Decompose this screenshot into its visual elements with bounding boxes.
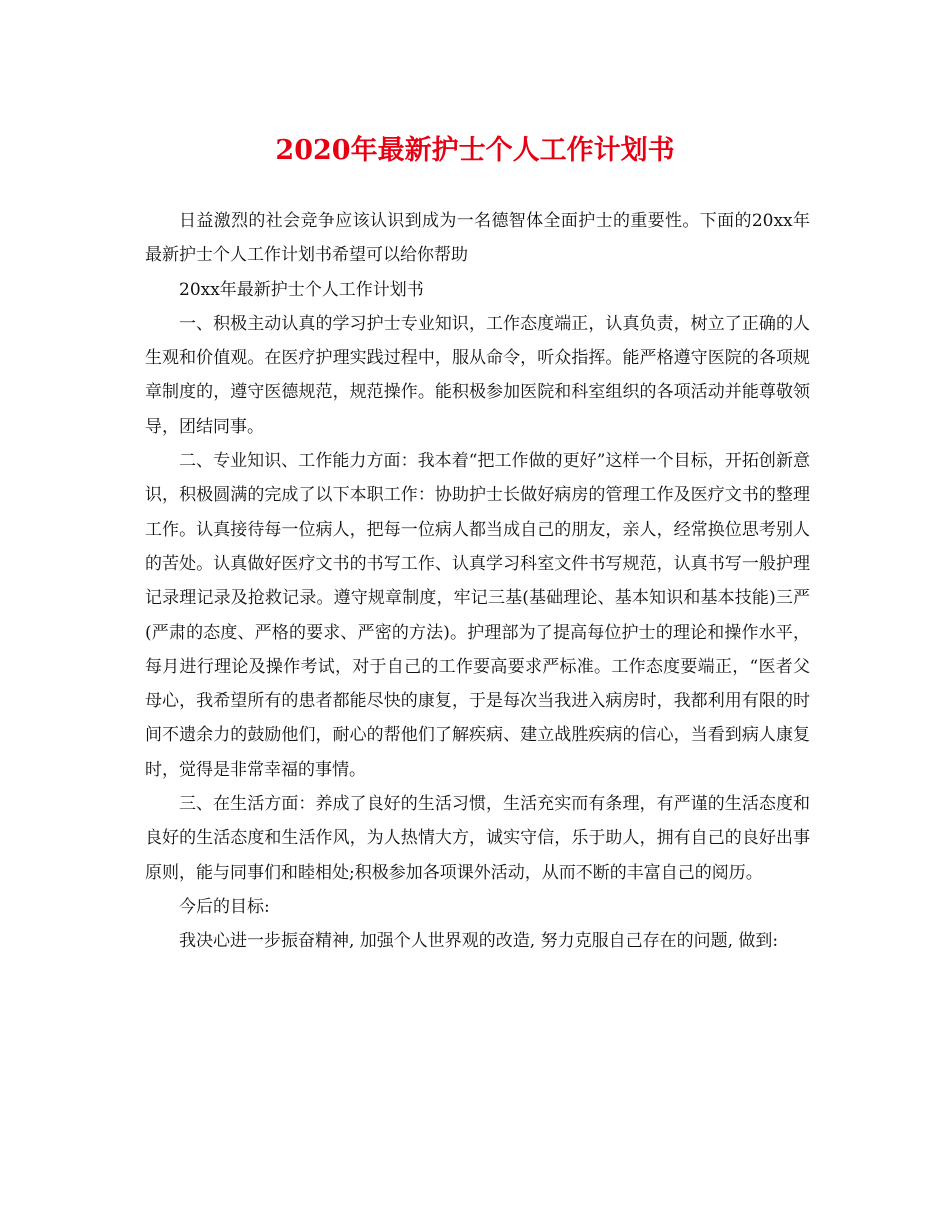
paragraph-section-1: 一、积极主动认真的学习护士专业知识，工作态度端正，认真负责，树立了正确的人生观和价值观。在医疗护理实践过程中，服从命令，听众指挥。能严格遵守医院的各项规章制度的，遵守医德规范，规范操作。能积极参加医院和科室组织的各项活动并能尊敬领导，团结同事。 (145, 313, 810, 437)
paragraph-section-2: 二、专业知识、工作能力方面：我本着“把工作做的更好”这样一个目标，开拓创新意识，积极圆满的完成了以下本职工作：协助护士长做好病房的管理工作及医疗文书的整理工作。认真接待每一位病人，把每一位病人都当成自己的朋友，亲人，经常换位思考别人的苦处。认真做好医疗文书的书写工作、认真学习科室文件书写规范，认真书写一般护理记录理记录及抢救记录。遵守规章制度，牢记三基(基础理论、基本知识和基本技能)三严(严肃的态度、严格的要求、严密的方法)。护理部为了提高每位护士的理论和操作水平，每月进行理论及操作考试，对于自己的工作要高要求严标准。工作态度要端正，“医者父母心，我希望所有的患者都能尽快的康复，于是每次当我进入病房时，我都利用有限的时间不遗余力的鼓励他们，耐心的帮他们了解疾病、建立战胜疾病的信心，当看到病人康复时，觉得是非常幸福的事情。 (145, 451, 810, 780)
paragraph-subtitle: 20xx年最新护士个人工作计划书 (179, 279, 424, 300)
paragraph-goals: 我决心进一步振奋精神, 加强个人世界观的改造, 努力克服自己存在的问题, 做到: (179, 931, 779, 952)
paragraph-goals-heading: 今后的目标: (179, 896, 270, 917)
paragraph-intro: 日益激烈的社会竞争应该认识到成为一名德智体全面护士的重要性。下面的20xx年最新护士个人工作计划书希望可以给你帮助 (145, 211, 810, 266)
document-body (145, 204, 810, 959)
document-title: 2020年最新护士个人工作计划书 (275, 135, 675, 166)
paragraph-section-3: 三、在生活方面：养成了良好的生活习惯，生活充实而有条理，有严谨的生活态度和良好的生活态度和生活作风，为人热情大方，诚实守信，乐于助人，拥有自己的良好出事原则，能与同事们和睦相处;积极参加各项课外活动，从而不断的丰富自己的阅历。 (145, 794, 810, 883)
